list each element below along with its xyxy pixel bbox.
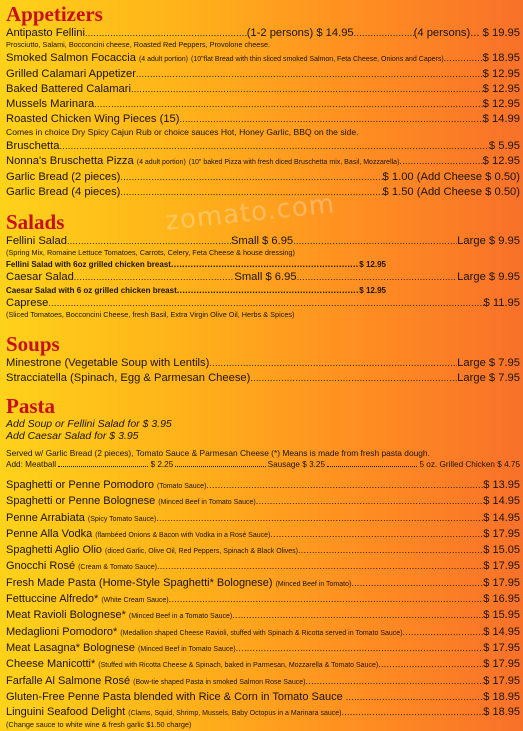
menu-item bbox=[6, 690, 520, 705]
dot-leader bbox=[250, 371, 457, 386]
item-price: $ 15.05 bbox=[483, 544, 520, 557]
item-note: (Minced Beef in Tomato Sauce) bbox=[138, 645, 236, 653]
dot-leader bbox=[169, 592, 484, 607]
item-name: Fresh Made Pasta (Home-Style Spaghetti* Bolognese) bbox=[6, 576, 273, 589]
item-name: Gluten-Free Penne Pasta blended with Rice & Corn in Tomato Sauce bbox=[6, 690, 343, 703]
dot-leader bbox=[94, 97, 482, 112]
item-note: (Minced Beef in Tomato) bbox=[275, 580, 352, 588]
served-note: Served w/ Garlic Bread (2 pieces), Tomato Sauce & Parmesan Cheese (*) Means is made from fresh pasta dough. bbox=[6, 448, 430, 458]
item-price: $ 17.95 bbox=[483, 576, 520, 589]
item-name: Spaghetti Aglio Olio bbox=[6, 544, 103, 557]
watermark: zomato.com bbox=[163, 189, 337, 237]
item-price: $ 17.95 bbox=[483, 674, 520, 687]
appetizers-section bbox=[6, 2, 520, 200]
item-price: $ 18.95 bbox=[483, 690, 520, 703]
dot-leader bbox=[351, 576, 483, 591]
dot-leader bbox=[341, 705, 483, 720]
item-price: $ 12.95 bbox=[482, 68, 520, 80]
menu-item bbox=[6, 154, 520, 170]
menu-item bbox=[6, 356, 520, 371]
dot-leader bbox=[171, 259, 359, 270]
item-price: $ 13.95 bbox=[483, 479, 520, 491]
item-price: $ 14.95 bbox=[483, 495, 520, 508]
menu-item bbox=[6, 371, 520, 386]
item-name: Penne Alla Vodka bbox=[6, 527, 93, 540]
section-title-pasta: Pasta bbox=[6, 394, 55, 418]
dot-leader bbox=[175, 459, 265, 467]
menu-item bbox=[6, 705, 520, 721]
item-name: Caesar Salad with 6 oz grilled chicken breast bbox=[6, 286, 177, 295]
menu-item bbox=[6, 185, 520, 200]
item-price: $ 1.00 (Add Cheese $ 0.50) bbox=[382, 171, 520, 183]
item-description: (Sliced Tomatoes, Bocconcini Cheese, fresh Basil, Extra Virgin Olive Oil, Herbs & Spices) bbox=[6, 310, 295, 319]
menu-item bbox=[6, 543, 520, 559]
menu-item bbox=[6, 674, 520, 690]
menu-item bbox=[6, 592, 520, 608]
dot-leader bbox=[179, 112, 482, 127]
item-price: Large $ 7.95 bbox=[457, 357, 520, 369]
dot-leader bbox=[232, 608, 483, 623]
item-description: (10"flat Bread with thin sliced smoked Salmon, Feta Cheese, Onions and Capers) bbox=[191, 56, 444, 63]
addon-sausage: Sausage $ 3.25 bbox=[267, 460, 326, 469]
dot-leader bbox=[177, 285, 360, 296]
section-title-appetizers: Appetizers bbox=[6, 2, 103, 26]
item-note: (Stuffed with Ricotta Cheese & Spinach, baked in Parmesan, Mozzarella & Tomato Sauce) bbox=[98, 662, 379, 670]
menu-item bbox=[6, 26, 520, 41]
item-price: $ 16.95 bbox=[483, 593, 520, 606]
item-name: Farfalle Al Salmone Rosé bbox=[6, 674, 131, 687]
item-name: Fettuccine Alfredo* bbox=[6, 593, 99, 606]
menu-item bbox=[6, 67, 520, 82]
menu-item bbox=[6, 625, 520, 641]
item-note: (Minced Beef in a Tomato Sauce) bbox=[128, 613, 233, 621]
dot-leader bbox=[59, 139, 488, 154]
menu-item bbox=[6, 478, 520, 494]
item-price: $ 12.95 bbox=[359, 260, 386, 269]
item-note: (diced Garlic, Olive Oil, Red Peppers, Spinach & Black Olives) bbox=[105, 548, 298, 556]
item-name: Penne Arrabiata bbox=[6, 511, 85, 524]
dot-leader bbox=[256, 494, 484, 509]
item-name: Smoked Salmon Focaccia bbox=[6, 52, 136, 64]
item-name: Linguini Seafood Delight bbox=[6, 706, 126, 719]
item-price: $ 5.95 bbox=[488, 140, 520, 152]
dot-leader bbox=[156, 511, 483, 526]
item-name: Fellini Salad with 6oz grilled chicken breast bbox=[6, 260, 171, 269]
menu-item bbox=[6, 296, 520, 311]
item-price-small: Small $ 6.95 bbox=[234, 271, 297, 283]
item-note: (flambéed Onions & Bacon with Vodka in a Rosé Sauce) bbox=[95, 531, 271, 539]
menu-item bbox=[6, 559, 520, 575]
dot-leader bbox=[58, 459, 148, 467]
dot-leader bbox=[378, 657, 483, 672]
item-description: Prosciutto, Salami, Bocconcini cheese, Roasted Red Peppers, Provolone cheese. bbox=[6, 40, 271, 49]
menu-item bbox=[6, 234, 520, 249]
menu-item bbox=[6, 82, 520, 97]
dot-leader bbox=[85, 26, 247, 41]
menu-subitem bbox=[6, 285, 386, 296]
item-price: $ 18.95 bbox=[483, 706, 520, 719]
item-description: (Spring Mix, Romaine Lettuce Tomatoes, Carrots, Celery, Feta Cheese & house dressing) bbox=[6, 248, 295, 257]
item-name: Grilled Calamari Appetizer bbox=[6, 68, 136, 80]
item-note: (White Cream Sauce) bbox=[101, 597, 169, 605]
menu-item bbox=[6, 641, 520, 657]
dot-leader bbox=[74, 270, 235, 285]
item-name: Baked Battered Calamari bbox=[6, 83, 131, 95]
section-title-salads: Salads bbox=[6, 210, 65, 234]
item-price: $ 18.95 bbox=[482, 52, 520, 64]
item-note: (4 adult portion) bbox=[138, 56, 188, 63]
item-price: $ 12.95 bbox=[359, 286, 386, 295]
dot-leader bbox=[136, 67, 483, 82]
item-price-small: Small $ 6.95 bbox=[230, 235, 294, 247]
item-name: Fellini Salad bbox=[6, 235, 67, 247]
dot-leader bbox=[298, 543, 483, 558]
item-name: Meat Lasagna* Bolognese bbox=[6, 641, 136, 654]
item-note: (Tomato Sauce) bbox=[157, 483, 207, 490]
menu-item bbox=[6, 51, 520, 67]
menu-item bbox=[6, 170, 520, 185]
item-price: $ 14.95 bbox=[483, 625, 520, 638]
item-description: (10" baked Pizza with fresh diced Bruschetta mix, Basil, Mozzarella) bbox=[188, 159, 400, 166]
item-price-large: Large $ 9.95 bbox=[457, 271, 520, 283]
item-price: $ 1.50 (Add Cheese $ 0.50) bbox=[382, 186, 520, 198]
item-name: Caprese bbox=[6, 297, 49, 309]
item-note: (Medallion shaped Cheese Ravioli, stuffed with Spinach & Ricotta served in Tomato Sauce) bbox=[120, 629, 403, 637]
dot-leader bbox=[67, 234, 231, 249]
menu-page bbox=[6, 0, 520, 731]
item-description: (Change sauce to white wine & fresh garlic $1.50 charge) bbox=[6, 720, 192, 730]
item-price: $ 11.95 bbox=[483, 297, 520, 309]
item-price: $ 17.95 bbox=[483, 658, 520, 671]
item-name: Meat Ravioli Bolognese* bbox=[6, 609, 126, 622]
dot-leader bbox=[48, 296, 483, 311]
addon-meatball-price: $ 2.25 bbox=[150, 460, 174, 469]
dot-leader bbox=[209, 356, 457, 371]
dot-leader bbox=[270, 527, 483, 542]
item-note: (4 adult portion) bbox=[136, 159, 186, 166]
addons-label: Add: bbox=[6, 460, 23, 469]
menu-item bbox=[6, 511, 520, 527]
item-price-large: Large $ 9.95 bbox=[457, 235, 520, 247]
menu-item bbox=[6, 527, 520, 543]
item-description: Comes in choice Dry Spicy Cajun Rub or choice sauces Hot, Honey Garlic, BBQ on the side. bbox=[6, 127, 359, 137]
item-name: Nonna's Bruschetta Pizza bbox=[6, 155, 134, 167]
item-note: (Minced Beef in Tomato Sauce) bbox=[158, 499, 256, 507]
item-price: Large $ 7.95 bbox=[457, 372, 520, 384]
item-note: (Bow-tie shaped Pasta in smoked Salmon Rose Sauce) bbox=[133, 678, 306, 686]
dot-leader bbox=[306, 674, 484, 689]
item-note: (Cream & Tomato Sauce) bbox=[78, 564, 157, 572]
dot-leader bbox=[293, 234, 457, 249]
dot-leader bbox=[327, 459, 417, 467]
item-name: Antipasto Fellini bbox=[6, 27, 85, 39]
item-name: Minestrone (Vegetable Soup with Lentils) bbox=[6, 357, 210, 369]
salads-section bbox=[6, 210, 520, 320]
item-price: $ 12.95 bbox=[482, 155, 520, 167]
item-price: $ 17.95 bbox=[483, 641, 520, 654]
menu-item bbox=[6, 112, 520, 127]
addon-chicken: 5 oz. Grilled Chicken $ 4.75 bbox=[419, 460, 521, 469]
dot-leader bbox=[444, 51, 483, 66]
item-name: Stracciatella (Spinach, Egg & Parmesan Cheese) bbox=[6, 372, 251, 384]
dot-leader bbox=[354, 26, 414, 41]
item-name: Spaghetti or Penne Bolognese bbox=[6, 495, 156, 508]
item-name: Roasted Chicken Wing Pieces (15) bbox=[6, 113, 180, 125]
item-price: $ 12.95 bbox=[482, 98, 520, 110]
section-title-soups: Soups bbox=[6, 332, 60, 356]
menu-item bbox=[6, 139, 520, 154]
dot-leader bbox=[157, 559, 483, 574]
item-name: Garlic Bread (2 pieces) bbox=[6, 171, 121, 183]
soups-section bbox=[6, 332, 520, 386]
menu-item bbox=[6, 494, 520, 510]
item-name: Garlic Bread (4 pieces) bbox=[6, 186, 121, 198]
item-name: Bruschetta bbox=[6, 140, 60, 152]
item-name: Spaghetti or Penne Pomodoro bbox=[6, 479, 154, 491]
dot-leader bbox=[403, 625, 484, 640]
add-soup-note: Add Soup or Fellini Salad for $ 3.95 bbox=[6, 418, 172, 430]
dot-leader bbox=[131, 82, 483, 97]
item-name: Medaglioni Pomodoro* bbox=[6, 625, 118, 638]
pasta-section bbox=[6, 394, 520, 730]
addon-meatball: Meatball bbox=[25, 460, 57, 469]
item-note: (Spicy Tomato Sauce) bbox=[87, 515, 157, 523]
item-note: (Clams, Squid, Shrimp, Mussels, Baby Octopus in a Marinara sauce) bbox=[128, 710, 342, 718]
dot-leader bbox=[206, 478, 483, 493]
item-price: $ 15.95 bbox=[483, 609, 520, 622]
item-price: (1-2 persons) $ 14.95 bbox=[246, 27, 354, 39]
menu-item bbox=[6, 608, 520, 624]
dot-leader bbox=[120, 170, 382, 185]
item-name: Cheese Manicotti* bbox=[6, 658, 96, 671]
menu-item bbox=[6, 657, 520, 673]
item-name: Gnocchi Rosé bbox=[6, 560, 76, 573]
item-price: $ 17.95 bbox=[483, 560, 520, 573]
menu-item bbox=[6, 97, 520, 112]
dot-leader bbox=[297, 270, 458, 285]
item-price: $ 17.95 bbox=[483, 527, 520, 540]
item-price: (4 persons)... $ 19.95 bbox=[413, 27, 520, 39]
item-name: Mussels Marinara bbox=[6, 98, 95, 110]
item-price: $ 14.95 bbox=[483, 511, 520, 524]
menu-item bbox=[6, 576, 520, 592]
dot-leader bbox=[346, 690, 484, 705]
dot-leader bbox=[399, 154, 482, 169]
menu-item bbox=[6, 270, 520, 285]
add-caesar-note: Add Caesar Salad for $ 3.95 bbox=[6, 430, 139, 442]
item-price: $ 12.95 bbox=[482, 83, 520, 95]
item-name: Caesar Salad bbox=[6, 271, 74, 283]
item-price: $ 14.99 bbox=[482, 113, 520, 125]
dot-leader bbox=[236, 641, 484, 656]
addons-line bbox=[6, 459, 520, 470]
dot-leader bbox=[120, 185, 382, 200]
menu-subitem bbox=[6, 259, 386, 270]
